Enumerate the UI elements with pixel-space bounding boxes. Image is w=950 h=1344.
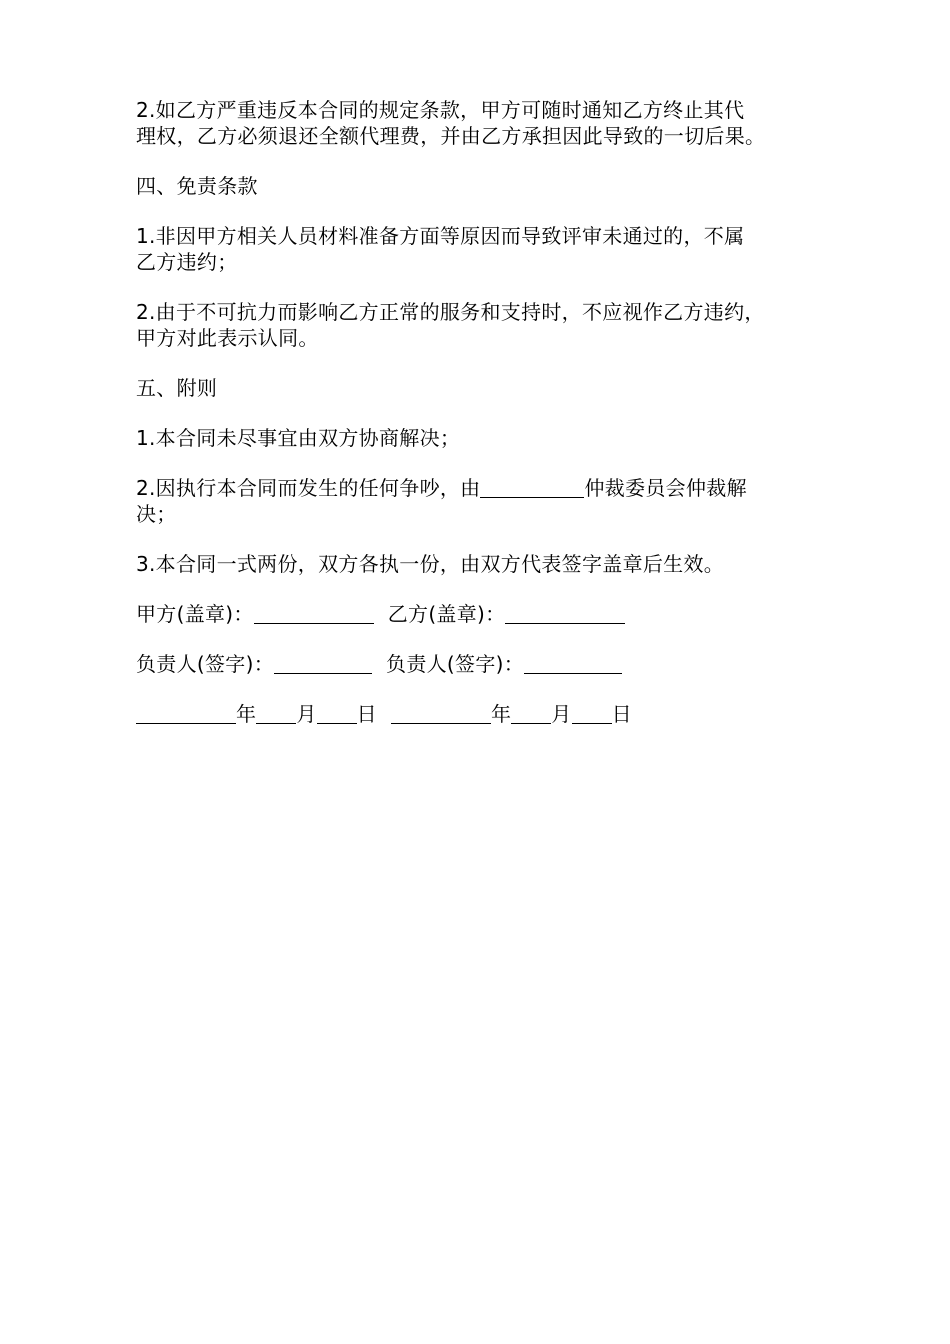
party-b-year-blank[interactable] [391, 703, 491, 724]
representative-row [136, 651, 836, 677]
year-label: 年 [236, 702, 257, 726]
party-a-day-blank[interactable] [317, 703, 357, 724]
clause-text: 仲裁委员会仲裁解 [584, 476, 747, 500]
clause-appendix-1: 1.本合同未尽事宜由双方协商解决； [136, 426, 461, 450]
arbitration-blank[interactable] [480, 477, 584, 498]
clause-exemption-1 [136, 223, 836, 275]
clause-appendix-2 [136, 475, 836, 527]
party-a-rep-blank[interactable] [274, 653, 372, 674]
clause-line: 乙方违约； [136, 250, 238, 274]
party-a-year-blank[interactable] [136, 703, 236, 724]
party-b-rep-blank[interactable] [524, 653, 622, 674]
year-label: 年 [490, 702, 512, 726]
clause-line: 理权，乙方必须退还全额代理费，并由乙方承担因此导致的一切后果。 [136, 124, 766, 148]
clause-termination-2 [136, 97, 836, 149]
day-label: 日 [611, 702, 632, 726]
party-a-seal-blank[interactable] [254, 603, 374, 624]
clause-text: 2.因执行本合同而发生的任何争吵，由 [136, 476, 481, 500]
section-5-title: 五、附则 [136, 376, 218, 400]
day-label: 日 [356, 702, 377, 726]
party-b-day-blank[interactable] [572, 703, 612, 724]
clause-line: 1.非因甲方相关人员材料准备方面等原因而导致评审未通过的，不属 [136, 224, 745, 248]
date-row [136, 701, 836, 727]
clause-exemption-2 [136, 299, 836, 351]
contract-page [136, 97, 836, 751]
party-a-rep-label: 负责人(签字)： [136, 652, 275, 676]
seal-row [136, 601, 836, 627]
clause-appendix-3: 3.本合同一式两份，双方各执一份，由双方代表签字盖章后生效。 [136, 552, 725, 576]
clause-line: 决； [136, 502, 177, 526]
month-label: 月 [296, 702, 317, 726]
party-a-seal-label: 甲方(盖章)： [136, 602, 254, 626]
clause-line: 甲方对此表示认同。 [136, 326, 319, 350]
party-b-seal-label: 乙方(盖章)： [387, 602, 506, 626]
clause-line: 2.如乙方严重违反本合同的规定条款，甲方可随时通知乙方终止其代 [136, 98, 745, 122]
clause-line: 2.由于不可抗力而影响乙方正常的服务和支持时，不应视作乙方违约， [136, 300, 765, 324]
party-b-month-blank[interactable] [511, 703, 551, 724]
party-b-seal-blank[interactable] [505, 603, 625, 624]
party-a-month-blank[interactable] [256, 703, 296, 724]
section-4-title: 四、免责条款 [136, 174, 258, 198]
month-label: 月 [551, 702, 572, 726]
party-b-rep-label: 负责人(签字)： [386, 652, 525, 676]
